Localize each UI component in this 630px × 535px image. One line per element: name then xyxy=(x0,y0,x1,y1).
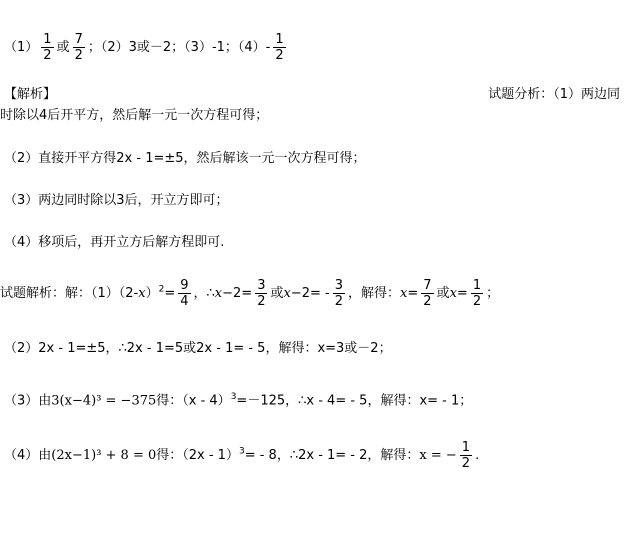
equation-3: 3(x−4)³ = −375 xyxy=(51,393,157,409)
analysis-line-1: 时除以4后开平方，然后解一元一次方程可得； xyxy=(0,108,269,123)
fraction-answer-4: $\frac{1}{2}$ xyxy=(275,32,284,63)
solution-line-2: （2）2x - 1=±5，∴2x - 1=5或2x - 1= - 5，解得：x=3或－2； xyxy=(4,341,392,356)
fraction-7-2-sol: $\frac{7}{2}$ xyxy=(423,278,432,309)
equation-4: (2x−1)³ + 8 = 0 xyxy=(51,448,157,463)
answer-1-label: （1） xyxy=(4,40,39,55)
fraction-answer-4-sol: $\frac{1}{2}$ xyxy=(461,440,471,471)
or-text: 或 xyxy=(56,40,70,55)
fraction-9-4: $\frac{9}{4}$ xyxy=(180,278,189,309)
analysis-line-4: （4）移项后，再开立方后解方程即可. xyxy=(4,235,225,250)
solution-line-4: （4）由(2x−1)³ + 8 = 0得：（2x - 1）$^3$= - 8，∴2x - 1= - 2，解得：x = − $\frac{1}{2}$ . xyxy=(4,440,480,471)
answers-rest: ；（2）3或－2；（3）-1；（4）- xyxy=(87,40,271,55)
analysis-line-3: （3）两边同时除以3后，开立方即可； xyxy=(4,193,229,208)
answers-line xyxy=(4,32,289,63)
analysis-side-label: 试题分析：（1）两边同 xyxy=(488,87,620,102)
fraction-3-2-a: $\frac{3}{2}$ xyxy=(257,278,266,309)
solution-line-3: （3）由3(x−4)³ = −375得：（x - 4）$^3$=－125，∴x - 4= - 5，解得：x= - 1； xyxy=(4,392,473,409)
fraction-3-2-b: $\frac{3}{2}$ xyxy=(334,278,344,309)
solution-line-1: 试题解析：解：$(1)(2-x)^2=$ $\frac{9}{4}$ ，∴x−2= $\frac{3}{2}$ 或x−2= - $\frac{3}{2}$ ，解得：x= $\frac{7}{2}$ 或x= $\frac{1}{2}$ ； xyxy=(0,278,500,309)
fraction-7-2: $\frac{7}{2}$ xyxy=(74,32,83,63)
fraction-1-2: $\frac{1}{2}$ xyxy=(43,32,52,63)
analysis-heading: 【解析】 xyxy=(4,87,57,102)
fraction-1-2-sol: $\frac{1}{2}$ xyxy=(472,278,482,309)
analysis-line-2: （2）直接开平方得2x - 1=±5，然后解该一元一次方程可得； xyxy=(4,151,366,166)
